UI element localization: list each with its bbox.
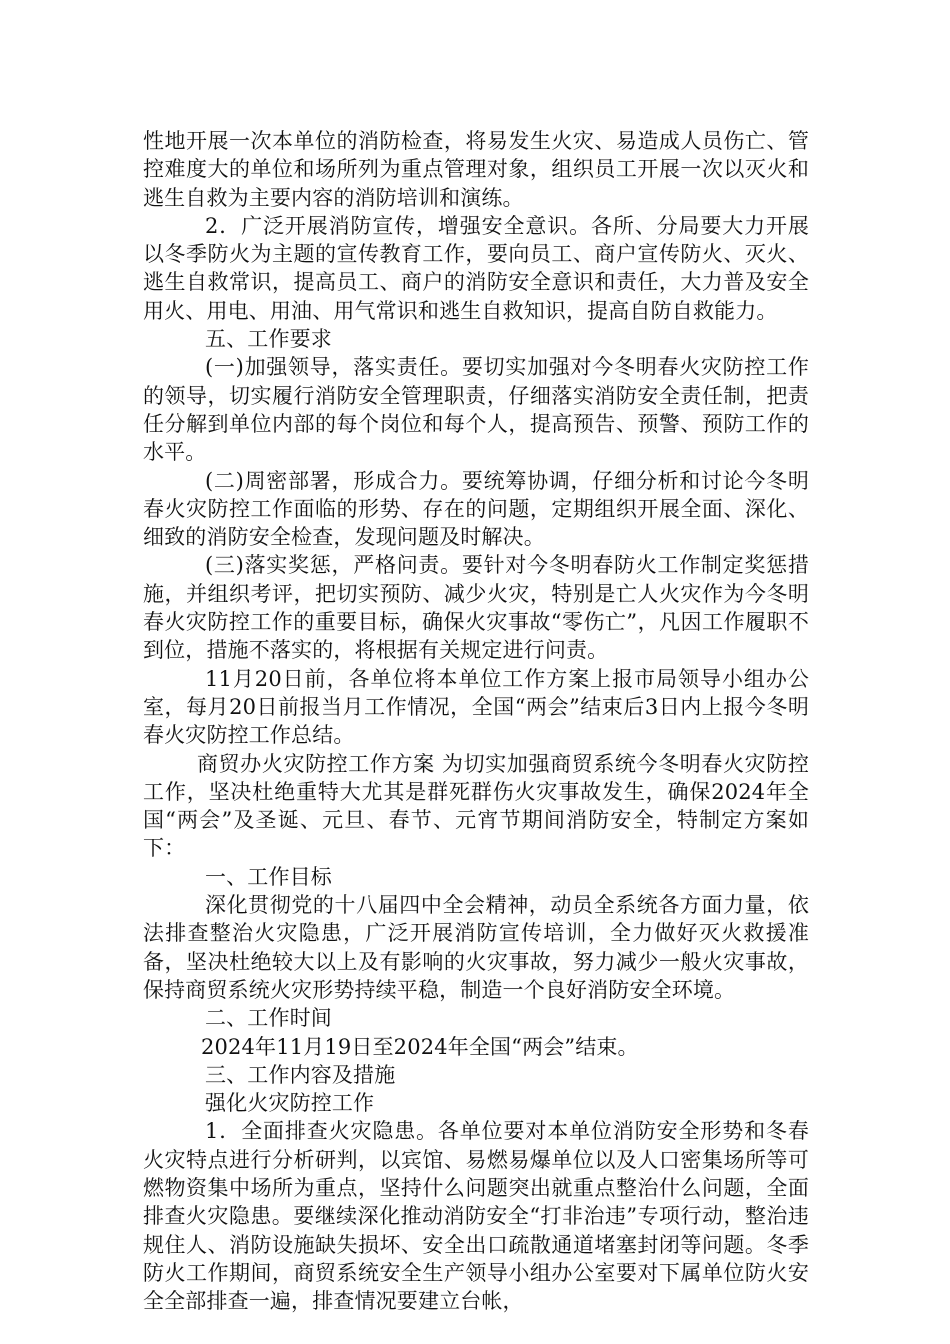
- paragraph-fire-publicity: 2．广泛开展消防宣传，增强安全意识。各所、分局要大力开展以冬季防火为主题的宣传教育工作，要向员工、商户宣传防火、灭火、逃生自救常识，提高员工、商户的消防安全意识和责任，大力普及安全用火、用电、用油、用气常识和逃生自救知识，提高自防自救能力。: [143, 213, 809, 323]
- subheading-fire-prevention: 强化火灾防控工作: [205, 1091, 375, 1116]
- paragraph-work-time: 2024年11月19日至2024年全国“两会”结束。: [201, 1034, 639, 1059]
- paragraph-commerce-plan-intro: 商贸办火灾防控工作方案 为切实加强商贸系统今冬明春火灾防控工作，坚决杜绝重特大尤其是群死群伤火灾事故发生，确保2024年全国“两会”及圣诞、元旦、春节、元宵节期间消防安全，特制定方案如下：: [143, 751, 809, 861]
- heading-work-requirements: 五、工作要求: [205, 327, 332, 352]
- heading-work-goals: 一、工作目标: [205, 864, 332, 889]
- paragraph-leadership: (一)加强领导，落实责任。要切实加强对今冬明春火灾防控工作的领导，切实履行消防安全管理职责，仔细落实消防安全责任制，把责任分解到单位内部的每个岗位和每个人，提高预告、预警、预防工作的水平。: [143, 355, 809, 465]
- paragraph-rewards-accountability: (三)落实奖惩，严格问责。要针对今冬明春防火工作制定奖惩措施，并组织考评，把切实预防、减少火灾，特别是亡人火灾作为今冬明春火灾防控工作的重要目标，确保火灾事故“零伤亡”，凡因工作履职不到位，措施不落实的，将根据有关规定进行问责。: [143, 553, 809, 663]
- heading-work-content: 三、工作内容及措施: [205, 1062, 396, 1087]
- paragraph-work-goals: 深化贯彻党的十八届四中全会精神，动员全系统各方面力量，依法排查整治火灾隐患，广泛开展消防宣传培训，全力做好灭火救援准备，坚决杜绝较大以上及有影响的火灾事故，努力减少一般火灾事故，保持商贸系统火灾形势持续平稳，制造一个良好消防安全环境。: [143, 893, 809, 1002]
- paragraph-fire-inspection-continued: 性地开展一次本单位的消防检查，将易发生火灾、易造成人员伤亡、管控难度大的单位和场所列为重点管理对象，组织员工开展一次以灭火和逃生自救为主要内容的消防培训和演练。: [143, 129, 809, 210]
- paragraph-deployment: (二)周密部署，形成合力。要统筹协调，仔细分析和讨论今冬明春火灾防控工作面临的形势、存在的问题，定期组织开展全面、深化、细致的消防安全检查，发现问题及时解决。: [143, 468, 809, 550]
- heading-work-time: 二、工作时间: [205, 1006, 332, 1031]
- paragraph-hazard-inspection: 1．全面排查火灾隐患。各单位要对本单位消防安全形势和冬春火灾特点进行分析研判，以宾馆、易燃易爆单位以及人口密集场所等可燃物资集中场所为重点，坚持什么问题突出就重点整治什么问题，全面排查火灾隐患。要继续深化推动消防安全“打非治违”专项行动，整治违规住人、消防设施缺失损坏、安全出口疏散通道堵塞封闭等问题。冬季防火工作期间，商贸系统安全生产领导小组办公室要对下属单位防火安全全部排查一遍，排查情况要建立台帐，: [143, 1119, 809, 1314]
- paragraph-reporting-deadline: 11月20日前，各单位将本单位工作方案上报市局领导小组办公室，每月20日前报当月工作情况，全国“两会”结束后3日内上报今冬明春火灾防控工作总结。: [143, 666, 809, 748]
- document-body: [143, 127, 809, 1315]
